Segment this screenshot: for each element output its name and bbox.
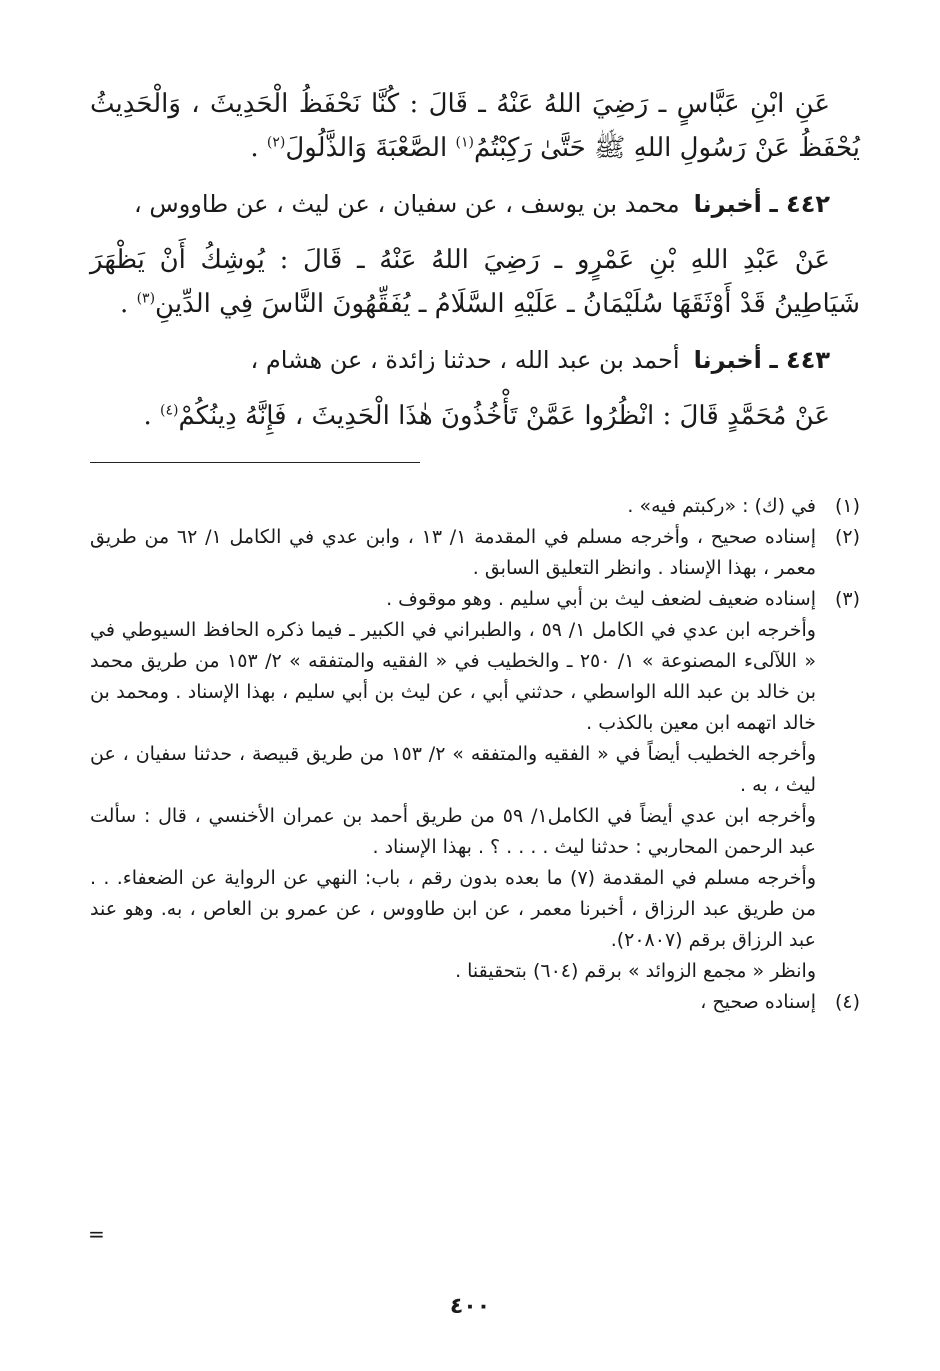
akhbarana-label: أخبرنا	[693, 190, 762, 218]
footnote-line: وأخرجه مسلم في المقدمة (٧) ما بعده بدون رقم ، باب: النهي عن الرواية عن الضعفاء. . . من طريق عبد الرزاق ، أخبرنا معمر ، عن ابن طاووس ، عن عمرو بن العاص ، به. وهو عند عبد الرزاق برقم (٢٠٨٠٧).	[90, 867, 816, 951]
footnote-2	[90, 522, 860, 584]
footnote-number: (٣)	[834, 588, 860, 610]
footnote-body	[90, 491, 816, 522]
footnote-line: وانظر « مجمع الزوائد » برقم (٦٠٤) بتحقيقنا .	[455, 960, 816, 982]
footnote-line: وأخرجه ابن عدي في الكامل ١/ ٥٩ ، والطبراني في الكبير ـ فيما ذكره الحافظ السيوطي في « اللآلىء المصنوعة » ١/ ٢٥٠ ـ والخطيب في « الفقيه والمتفقه » ٢/ ١٥٣ من طريق محمد بن خالد بن عبد الله الواسطي ، حدثني أبي ، عن ليث بن أبي سليم ، بهذا الإسناد . ومحمد بن خالد اتهمه ابن معين بالكذب .	[90, 619, 816, 734]
footnote-line: وأخرجه الخطيب أيضاً في « الفقيه والمتفقه » ٢/ ١٥٣ من طريق قبيصة ، حدثنا سفيان ، عن ليث ، به .	[90, 743, 816, 796]
footnote-number: (٢)	[834, 526, 860, 548]
text-segment: عَنْ عَبْدِ اللهِ بْنِ عَمْرٍو ـ رَضِيَ اللهُ عَنْهُ ـ قَالَ : يُوشِكُ أَنْ يَظْهَرَ شَيَاطِينُ قَدْ أَوْثَقَهَا سُلَيْمَانُ ـ عَلَيْهِ السَّلَامُ ـ يُفَقِّهُونَ النَّاسَ فِي الدِّينِ	[90, 245, 860, 319]
hadith-number: ٤٤٢ ـ	[769, 190, 830, 218]
footnote-line: إسناده صحيح ، وأخرجه مسلم في المقدمة ١/ ١٣ ، وابن عدي في الكامل ١/ ٦٢ من طريق معمر ، بهذا الإسناد . وانظر التعليق السابق .	[90, 526, 816, 579]
text-segment: .	[250, 133, 267, 163]
footnote-body	[90, 584, 816, 987]
text-segment: .	[143, 401, 160, 431]
footnote-line: وأخرجه ابن عدي أيضاً في الكامل١/ ٥٩ من طريق أحمد بن عمران الأخنسي ، قال : سألت عبد الرحمن المحاربي : حدثنا ليث . . . . ؟ . بهذا الإسناد .	[90, 805, 816, 858]
hadith-441-text	[90, 82, 860, 170]
footnote-ref-4[interactable]: (٤)	[159, 402, 179, 419]
hadith-442-isnad	[90, 182, 860, 226]
footnote-ref-3[interactable]: (٣)	[136, 290, 156, 307]
footnote-body	[90, 522, 816, 584]
text-segment: الصَّعْبَةَ وَالذَّلُولَ	[285, 133, 456, 163]
footnote-number: (٤)	[834, 991, 860, 1013]
footnote-number: (١)	[834, 495, 860, 517]
footnote-3	[90, 584, 860, 987]
footnote-body	[90, 987, 816, 1018]
text-segment: عَنْ مُحَمَّدٍ قَالَ : انْظُرُوا عَمَّنْ تَأْخُذُونَ هٰذَا الْحَدِيثَ ، فَإِنَّهُ دِينُكُمْ	[178, 401, 830, 431]
footnote-line: في (ك) : «ركبتم فيه» .	[627, 495, 816, 517]
footnote-ref-1[interactable]: (١)	[455, 134, 474, 151]
footnote-4	[90, 987, 860, 1018]
hadith-443-text	[90, 394, 860, 438]
footnote-divider	[90, 462, 420, 463]
footnote-ref-2[interactable]: (٢)	[266, 134, 286, 151]
page	[90, 82, 860, 1018]
main-text	[90, 82, 860, 438]
isnad-text: أحمد بن عبد الله ، حدثنا زائدة ، عن هشام ،	[250, 346, 680, 374]
hadith-442-text	[90, 238, 860, 326]
footnote-line: إسناده ضعيف لضعف ليث بن أبي سليم . وهو موقوف .	[386, 588, 816, 610]
hadith-number: ٤٤٣ ـ	[769, 346, 830, 374]
continued-mark: =	[88, 1222, 105, 1246]
hadith-443-isnad	[90, 338, 860, 382]
isnad-text: محمد بن يوسف ، عن سفيان ، عن ليث ، عن طاووس ،	[134, 190, 680, 218]
text-segment: .	[120, 289, 137, 319]
akhbarana-label: أخبرنا	[693, 346, 762, 374]
footnote-line: إسناده صحيح ،	[700, 991, 816, 1013]
footnotes	[90, 491, 860, 1018]
page-number: ٤٠٠	[449, 1294, 491, 1319]
text-segment: عَنِ ابْنِ عَبَّاسٍ ـ رَضِيَ اللهُ عَنْهُ ـ قَالَ : كُنَّا نَحْفَظُ الْحَدِيثَ ، وَالْحَدِيثُ يُحْفَظُ عَنْ رَسُولِ اللهِ ﷺ حَتَّىٰ رَكِبْتُمُ	[90, 89, 860, 163]
footnote-1	[90, 491, 860, 522]
